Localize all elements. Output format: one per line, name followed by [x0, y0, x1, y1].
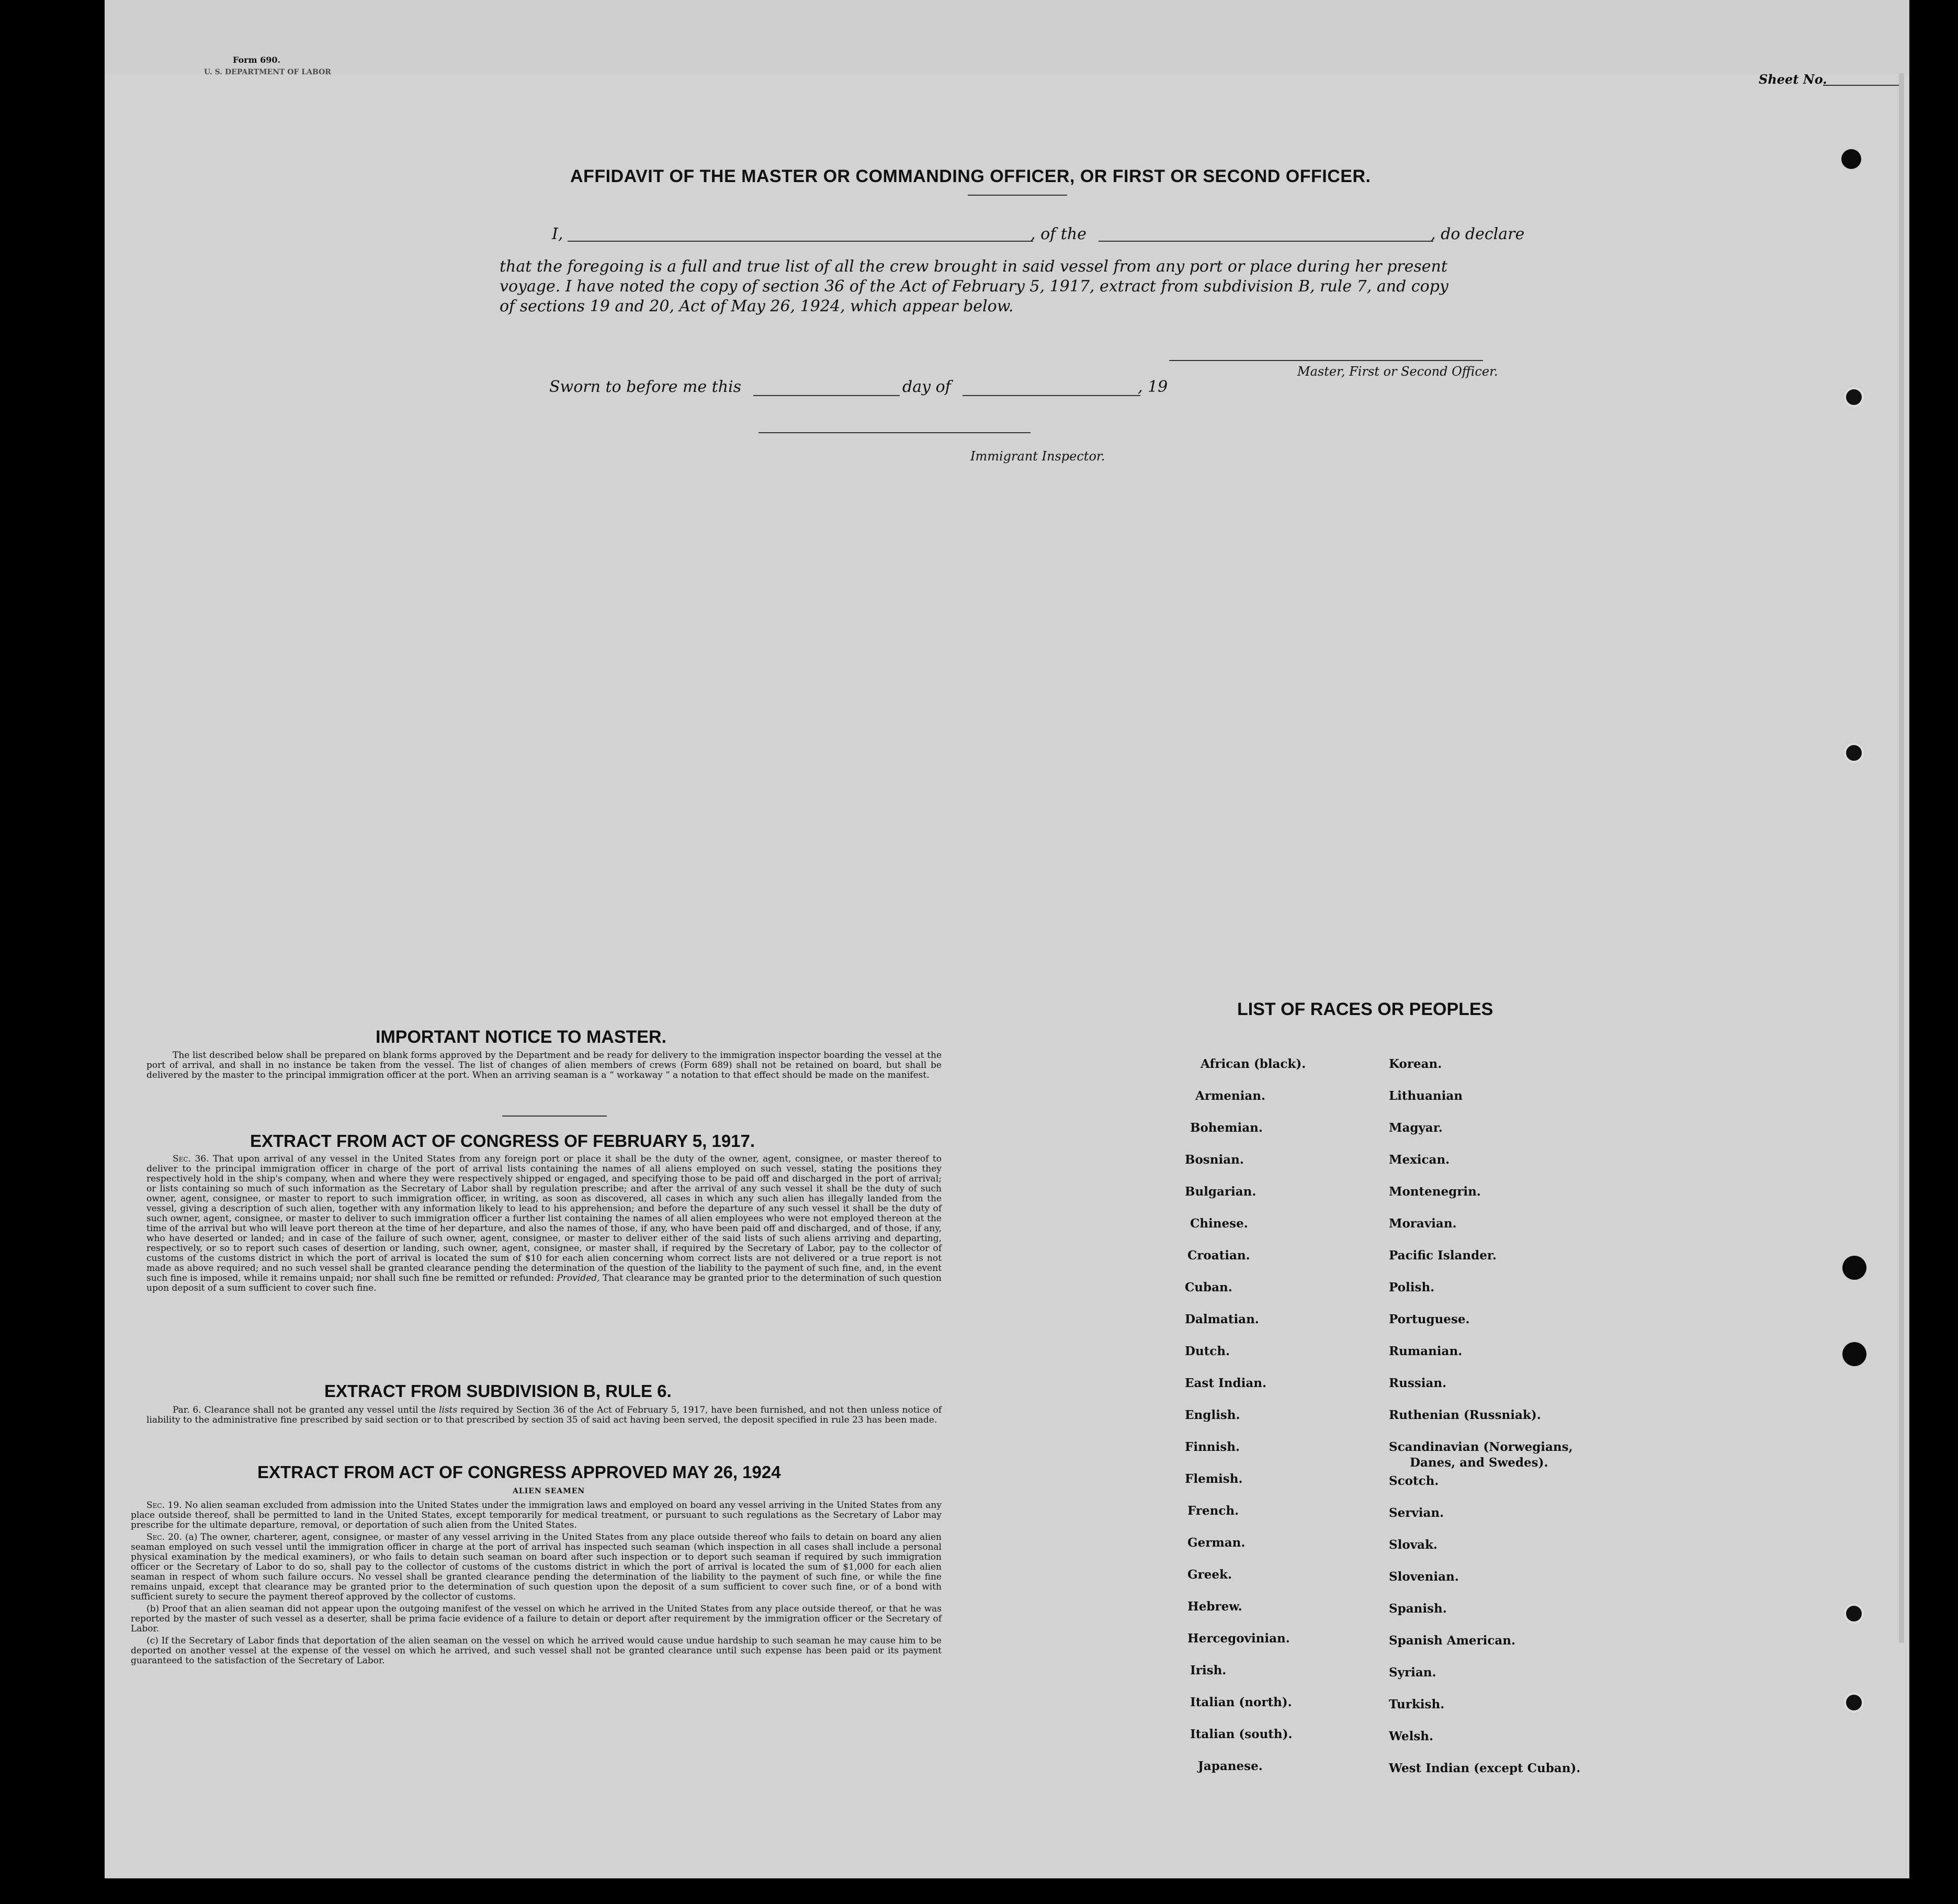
- day-of-label: day of: [902, 378, 951, 396]
- proviso-label: Provided,: [557, 1273, 600, 1284]
- do-declare-label: , do declare: [1431, 225, 1525, 243]
- notice-title: IMPORTANT NOTICE TO MASTER.: [376, 1027, 666, 1047]
- rule6-text-pre: Par. 6. Clearance shall not be granted any vessel until the: [173, 1405, 436, 1415]
- race-item: Turkish.: [1389, 1697, 1445, 1711]
- race-item: German.: [1187, 1536, 1246, 1550]
- race-item: Italian (north).: [1190, 1695, 1292, 1709]
- race-item: Servian.: [1389, 1506, 1444, 1520]
- section-36-paragraph: [146, 1154, 942, 1293]
- of-the-label: , of the: [1031, 225, 1086, 243]
- race-item: Greek.: [1187, 1568, 1232, 1582]
- race-item: Portuguese.: [1389, 1312, 1470, 1326]
- race-item: Slovak.: [1389, 1538, 1438, 1552]
- races-left-column: [1185, 1057, 1306, 1791]
- rule6-paragraph: [146, 1405, 942, 1425]
- race-item: Bosnian.: [1185, 1153, 1244, 1167]
- inspector-signature-field[interactable]: [759, 432, 1031, 433]
- race-item: Hercegovinian.: [1187, 1631, 1290, 1646]
- race-item: Chinese.: [1190, 1216, 1248, 1231]
- race-item: Scotch.: [1389, 1474, 1439, 1488]
- race-item: Bohemian.: [1190, 1121, 1263, 1135]
- race-item: Italian (south).: [1190, 1727, 1293, 1741]
- race-item: Bulgarian.: [1185, 1185, 1257, 1199]
- affidavit-body-line-2: voyage. I have noted the copy of section 36 of the Act of February 5, 1917, extract from subdivision B, rule 7, and copy: [500, 277, 1448, 296]
- section-20a-paragraph: [131, 1533, 942, 1602]
- race-item: Rumanian.: [1389, 1344, 1463, 1358]
- race-item: Scandinavian (Norwegians,: [1389, 1440, 1573, 1454]
- race-item: Dalmatian.: [1185, 1312, 1259, 1326]
- notice-text: [146, 1051, 942, 1083]
- proviso-text: That clearance may be granted prior to the determination of such question upon deposit of a sum sufficient to cover such fine.: [146, 1273, 942, 1294]
- race-item: Flemish.: [1185, 1472, 1243, 1486]
- race-item: Armenian.: [1195, 1089, 1266, 1103]
- race-item: Japanese.: [1198, 1759, 1263, 1773]
- underlying-sheet-edge: [105, 0, 1909, 76]
- alien-seamen-subtitle: ALIEN SEAMEN: [513, 1487, 585, 1495]
- race-item: African (black).: [1201, 1057, 1306, 1071]
- title-rule: [968, 195, 1067, 196]
- section-19-text: No alien seaman excluded from admission into the United States under the immigration laws and employed on board any vessel arriving in the United States from any place outside thereof, shall be permitted to land in the United States, except temporarily for medical treatment, or pursuant to such regulations as the Secretary of Labor may prescribe for the ultimate departure, removal, or deportation of such alien from the United States.: [131, 1500, 942, 1531]
- affidavit-body-line-1: that the foregoing is a full and true list of all the crew brought in said vessel from any port or place during her present: [500, 257, 1447, 276]
- extract-rule6-text: [146, 1405, 942, 1427]
- race-item: Hebrew.: [1187, 1599, 1242, 1614]
- affidavit-i-label: I,: [552, 225, 563, 243]
- race-item: Korean.: [1389, 1057, 1442, 1071]
- race-item: Welsh.: [1389, 1729, 1434, 1743]
- binder-hole: [1844, 1693, 1864, 1713]
- race-item: East Indian.: [1185, 1376, 1266, 1390]
- sheet-right-edge: [1899, 73, 1904, 1643]
- race-item: Moravian.: [1389, 1216, 1457, 1231]
- vessel-name-field[interactable]: [1099, 241, 1433, 242]
- rule6-text-post: required by Section 36 of the Act of February 5, 1917, have been furnished, and not then unless notice of liability to the administrative fine prescribed by said section or to that prescribed by section 35 of said act having been served, the deposit specified in rule 23 has been made.: [146, 1405, 942, 1426]
- binder-hole: [1842, 1342, 1866, 1366]
- form-number: Form 690.: [233, 55, 281, 65]
- binder-hole: [1842, 1256, 1866, 1280]
- master-signature-label: Master, First or Second Officer.: [1297, 364, 1498, 379]
- master-signature-field[interactable]: [1169, 360, 1483, 361]
- binder-hole: [1844, 387, 1864, 407]
- race-item: Syrian.: [1389, 1665, 1436, 1680]
- race-item: Spanish.: [1389, 1602, 1447, 1616]
- race-item: Lithuanian: [1389, 1089, 1463, 1103]
- section-20-label: Sec. 20.: [146, 1532, 182, 1543]
- section-20b-paragraph: (b) Proof that an alien seaman did not appear upon the outgoing manifest of the vessel on which he arrived in the United States from any place outside thereof, or that he was reported by the master of such vessel as a deserter, shall be prima facie evidence of a failure to detain or deport after requirement by the immigration officer or the Secretary of Labor.: [131, 1604, 942, 1635]
- sheet-number-field[interactable]: [1823, 85, 1899, 86]
- section-rule: [502, 1116, 607, 1117]
- sworn-day-field[interactable]: [753, 395, 900, 396]
- races-right-column: [1389, 1057, 1580, 1793]
- section-36-label: Sec. 36.: [173, 1154, 209, 1164]
- race-item: Dutch.: [1185, 1344, 1230, 1358]
- binder-hole: [1844, 1604, 1864, 1624]
- race-item: Pacific Islander.: [1389, 1248, 1497, 1263]
- race-item: Montenegrin.: [1389, 1185, 1481, 1199]
- extract-1917-title: EXTRACT FROM ACT OF CONGRESS OF FEBRUARY 5, 1917.: [250, 1131, 755, 1151]
- year-label: , 19: [1138, 378, 1168, 396]
- race-item: Mexican.: [1389, 1153, 1450, 1167]
- sheet-number-label: Sheet No.: [1759, 72, 1827, 87]
- race-item: Polish.: [1389, 1280, 1435, 1294]
- race-item: French.: [1187, 1504, 1239, 1518]
- section-36-text: That upon arrival of any vessel in the United States from any foreign port or place it shall be the duty of the owner, agent, consignee, or master thereof to deliver to the principal immigration officer in charge of the port of arrival lists containing the names of all aliens employed on such vessel, stating the positions they respectively hold in the ship's company, when and where they were respectively shipped or engaged, and specifying those to be paid off and discharged in the port of arrival; or lists containing so much of such information as the Secretary of Labor shall by regulation prescribe; and after the arrival of any such vessel it shall be the duty of such owner, agent, consignee, or master to report to such immigration officer, in writing, as soon as discovered, all cases in which any such alien has illegally landed from the vessel, giving a description of such alien, together with any information likely to lead to his apprehension; and before the departure of any such vessel it shall be the duty of such owner, agent, consignee, or master to deliver to such immigration officer a further list containing the names of all alien employees who were not employed thereon at the time of the arrival but who will leave port thereon at the time of her departure, and also the names of those, if any, who have been paid off and discharged, and of those, if any, who have deserted or landed; and in case of the failure of such owner, agent, consignee, or master to deliver either of the said lists of such aliens arriving and departing, respectively, or so to report such cases of desertion or landing, such owner, agent, consignee, or master shall, if required by the Secretary of Labor, pay to the collector of customs of the customs district in which the port of arrival is located the sum of $10 for each alien concerning whom correct lists are not delivered or a true report is not made as above required; and no such vessel shall be granted clearance pending the determination of the question of the liability to the payment of such fine, and, in the event such fine is imposed, while it remains unpaid; nor shall such fine be remitted or refunded:: [146, 1154, 942, 1284]
- race-item: Russian.: [1389, 1376, 1447, 1390]
- binder-hole: [1841, 149, 1861, 169]
- notice-paragraph: The list described below shall be prepared on blank forms approved by the Department and be ready for delivery to the immigration inspector boarding the vessel at the port of arrival, and shall in no instance be taken from the vessel. The list of changes of alien members of crews (Form 689) shall not be retained on board, but shall be delivered by the master to the principal immigration officer at the port. When an arriving seaman is a “ workaway ” a notation to that effect should be made on the manifest.: [146, 1050, 942, 1081]
- race-item: Danes, and Swedes).: [1410, 1456, 1548, 1470]
- affidavit-body-line-3: of sections 19 and 20, Act of May 26, 1924, which appear below.: [500, 297, 1014, 316]
- race-item: English.: [1185, 1408, 1240, 1422]
- race-item: Spanish American.: [1389, 1633, 1516, 1648]
- extract-1924-title: EXTRACT FROM ACT OF CONGRESS APPROVED MAY 26, 1924: [257, 1462, 781, 1482]
- race-item: Cuban.: [1185, 1280, 1232, 1294]
- section-20a-text: (a) The owner, charterer, agent, consignee, or master of any vessel arriving in the United States from any place outside thereof who fails to detain on board any alien seaman employed on such vessel until the immigration officer in charge at the port of arrival has inspected such seaman (which inspection in all cases shall include a personal physical examination by the medical examiners), or who fails to detain such seaman on board after such inspection or to deport such seaman if required by such immigration officer or the Secretary of Labor to do so, shall pay to the collector of customs of the customs district in which the port of arrival is located the sum of $1,000 for each alien seaman in respect of whom such failure occurs. No vessel shall be granted clearance pending the determination of the liability to the payment of such fine, or while the fine remains unpaid, except that clearance may be granted prior to the determination of such question upon the deposit of a sum sufficient to cover such fine, or of a bond with sufficient surety to secure the payment thereof approved by the collector of customs.: [131, 1532, 942, 1603]
- officer-name-field[interactable]: [568, 241, 1033, 242]
- section-19-paragraph: [131, 1501, 942, 1530]
- section-20c-paragraph: (c) If the Secretary of Labor finds that deportation of the alien seaman on the vessel on which he arrived would cause undue hardship to such seaman he may cause him to be deported on another vessel at the expense of the vessel on which he arrived, and such vessel shall not be granted clearance until such expense has been paid or its payment guaranteed to the satisfaction of the Secretary of Labor.: [131, 1636, 942, 1666]
- race-item: Croatian.: [1187, 1248, 1250, 1263]
- race-item: Finnish.: [1185, 1440, 1240, 1454]
- sworn-month-field[interactable]: [963, 395, 1140, 396]
- sworn-label: Sworn to before me this: [549, 378, 742, 396]
- race-item: West Indian (except Cuban).: [1389, 1761, 1581, 1775]
- affidavit-title: AFFIDAVIT OF THE MASTER OR COMMANDING OFFICER, OR FIRST OR SECOND OFFICER.: [570, 166, 1371, 186]
- extract-rule6-title: EXTRACT FROM SUBDIVISION B, RULE 6.: [324, 1381, 672, 1401]
- rule6-text-emph: lists: [439, 1405, 458, 1415]
- race-item: Ruthenian (Russniak).: [1389, 1408, 1541, 1422]
- binder-hole: [1844, 743, 1864, 763]
- race-item: Slovenian.: [1389, 1570, 1459, 1584]
- section-19-label: Sec. 19.: [146, 1500, 182, 1511]
- races-title: LIST OF RACES OR PEOPLES: [1237, 999, 1493, 1019]
- race-item: Irish.: [1190, 1663, 1227, 1677]
- inspector-label: Immigrant Inspector.: [970, 449, 1105, 464]
- department-label: U. S. DEPARTMENT OF LABOR: [204, 68, 331, 76]
- race-item: Magyar.: [1389, 1121, 1443, 1135]
- extract-1917-text: [146, 1154, 942, 1295]
- extract-1924-text: [131, 1501, 942, 1669]
